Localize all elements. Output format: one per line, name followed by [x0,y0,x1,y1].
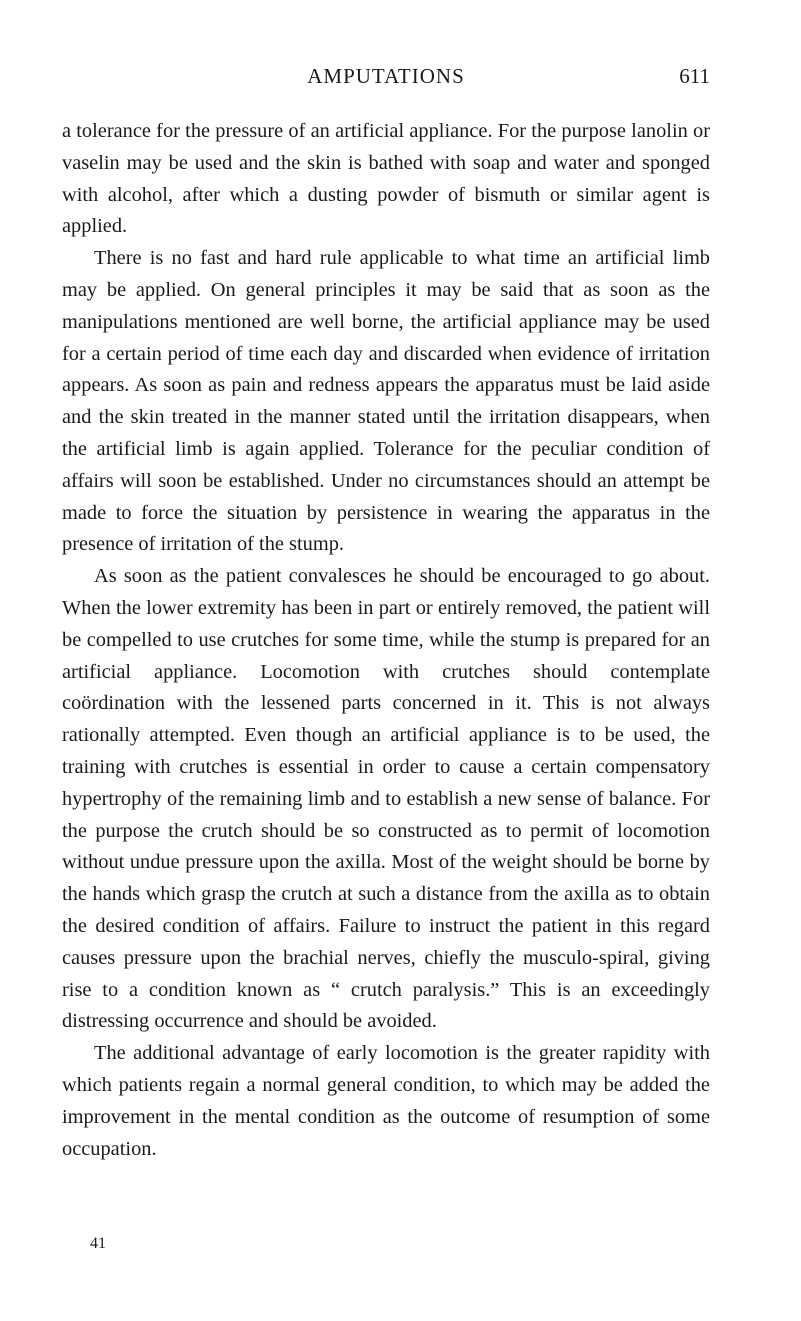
paragraph-artificial-limb-timing: There is no fast and hard rule applicable to what time an artificial limb may be applied. On general principles it may be said that as soon as the manipulations mentioned are well borne, the artificial appliance may be used for a certain period of time each day and discarded when evidence of irritation appears. As soon as pain and redness appears the apparatus must be laid aside and the skin treated in the manner stated until the irritation disappears, when the artificial limb is again applied. Tolerance for the peculiar condition of affairs will soon be established. Under no circumstances should an attempt be made to force the situation by persistence in wearing the apparatus in the presence of irritation of the stump. [62,247,710,556]
body-text [62,116,710,1165]
paragraph-continued: a tolerance for the pressure of an artificial appliance. For the purpose lanolin or vaselin may be used and the skin is bathed with soap and water and sponged with alcohol, after which a dusting powder of bismuth or similar agent is applied. [62,120,710,238]
paragraph-early-locomotion: The additional advantage of early locomotion is the greater rapidity with which patients regain a normal general condition, to which may be added the improvement in the mental condition as the outcome of resumption of some occupation. [62,1042,710,1160]
signature-mark: 41 [90,1235,106,1252]
page-number: 611 [679,64,710,88]
running-title: AMPUTATIONS [307,64,465,88]
paragraph-crutch-locomotion: As soon as the patient convalesces he should be encouraged to go about. When the lower extremity has been in part or entirely removed, the patient will be compelled to use crutches for some time, while the stump is prepared for an artificial appliance. Locomotion with crutches should contemplate coördination with the lessened parts concerned in it. This is not always rationally attempted. Even though an artificial appliance is to be used, the training with crutches is essential in order to cause a certain compensatory hypertrophy of the remaining limb and to establish a new sense of balance. For the purpose the crutch should be so constructed as to permit of locomotion without undue pressure upon the axilla. Most of the weight should be borne by the hands which grasp the crutch at such a distance from the axilla as to obtain the desired condition of affairs. Failure to instruct the patient in this regard causes pressure upon the brachial nerves, chiefly the musculo-spiral, giving rise to a condition known as “ crutch paralysis.” This is an exceedingly distressing occurrence and should be avoided. [62,565,710,1033]
running-head [62,62,710,90]
